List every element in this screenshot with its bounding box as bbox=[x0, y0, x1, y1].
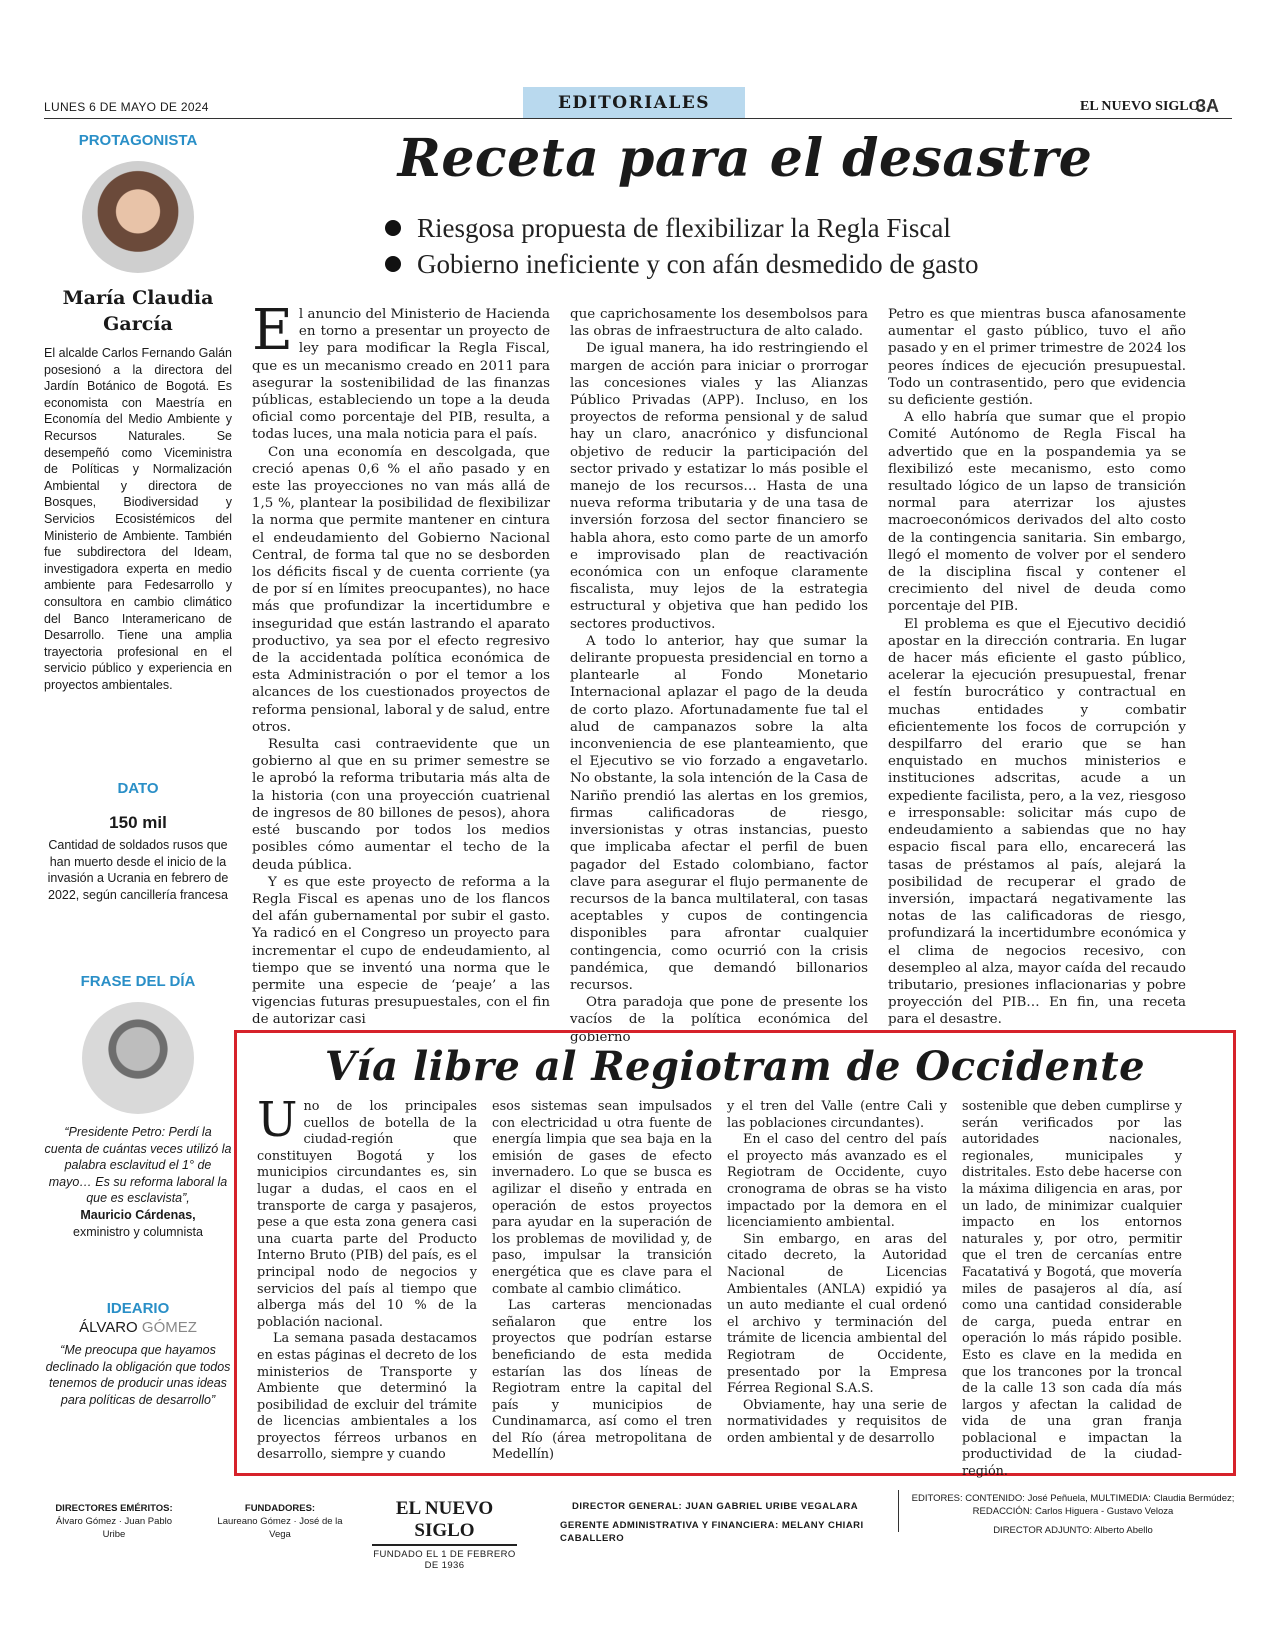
editorial-column-3 bbox=[888, 306, 1186, 1029]
editorial-column-2 bbox=[570, 306, 868, 1046]
issue-date: LUNES 6 DE MAYO DE 2024 bbox=[44, 100, 209, 114]
footer-brand-rule bbox=[372, 1544, 517, 1546]
fundadores-label: FUNDADORES: bbox=[244, 1503, 316, 1514]
frase-author: Mauricio Cárdenas, bbox=[80, 1207, 196, 1222]
ideario-author bbox=[44, 1319, 232, 1336]
protagonista-name bbox=[44, 285, 232, 337]
ideario-last: GÓMEZ bbox=[141, 1319, 197, 1336]
editorial-bullets bbox=[385, 210, 979, 282]
paragraph: Petro es que mientras busca afanosamente aumentar el gasto público, tuvo el año pasado y en el primer trimestre de 2024 los peores índices de ejecución presupuestal. Todo un contrasentido, pero que evidencia su deficiente gestión. bbox=[888, 307, 1186, 409]
bullet-dot-icon bbox=[385, 256, 401, 272]
regiotram-column-3 bbox=[727, 1099, 947, 1447]
editorial-title: Receta para el desastre bbox=[397, 128, 1093, 189]
paragraph: l anuncio del Ministerio de Hacienda en torno a presentar un proyecto de ley para modificar la Regla Fiscal, que es un mecanismo creado en 2011 para asegurar la sostenibilidad de las finanzas públicas, estableciendo un tope a la deuda oficial como porcentaje del PIB, resulta, a todas luces, una mala noticia para el país. bbox=[252, 307, 550, 443]
ideario-quote: “Me preocupa que hayamos declinado la obligación que todos tenemos de producir unas ideas para políticas de desarrollo” bbox=[45, 1343, 231, 1407]
protagonista-label: PROTAGONISTA bbox=[78, 132, 198, 149]
footer-editores bbox=[908, 1492, 1238, 1537]
paragraph: esos sistemas sean impulsados con electricidad u otra fuente de energía limpia que sea baja en la emisión de gases de efecto invernadero. Lo que se busca es agilizar el diseño y entrada en operación de estos proyectos para ayudar en la superación de los problemas de movilidad y, de paso, impulsar la transición energética que es clave para el combate al cambio climático. bbox=[492, 1099, 712, 1297]
footer-adjunto: DIRECTOR ADJUNTO: Alberto Abello bbox=[993, 1525, 1153, 1536]
editorial-dropcap: E bbox=[252, 298, 293, 363]
footer-divider bbox=[898, 1490, 899, 1532]
regiotram-title: Vía libre al Regiotram de Occidente bbox=[324, 1043, 1146, 1090]
ideario-first: ÁLVARO bbox=[79, 1319, 142, 1336]
sidebar-frase bbox=[44, 973, 232, 1240]
paragraph: Otra paradoja que pone de presente los vacíos de la política económica del gobierno bbox=[570, 995, 868, 1045]
dato-text: Cantidad de soldados rusos que han muerto desde el inicio de la invasión a Ucrania en febrero de 2022, según cancillería francesa bbox=[47, 838, 229, 902]
paragraph: Obviamente, hay una serie de normatividades y requisitos de orden ambiental y de desarrollo bbox=[727, 1397, 947, 1446]
regiotram-dropcap: U bbox=[257, 1092, 298, 1148]
paragraph: Y es que este proyecto de reforma a la Regla Fiscal es apenas uno de los flancos del afán gubernamental por subir el gasto. Ya radicó en el Congreso un proyecto para incrementar el cupo de endeudamiento, al tiempo que se inventó una norma que le permite una especie de ‘peaje’ a las vigencias futuras presupuestales, con el fin de autorizar casi bbox=[252, 874, 550, 1028]
bullet-item bbox=[385, 246, 979, 282]
ideario-label: IDEARIO bbox=[106, 1300, 170, 1317]
page-number: 3A bbox=[1196, 96, 1220, 116]
bullet-dot-icon bbox=[385, 220, 401, 236]
bullet-text: Riesgosa propuesta de flexibilizar la Regla Fiscal bbox=[417, 213, 951, 243]
footer-gerente: GERENTE ADMINISTRATIVA Y FINANCIERA: MELANY CHIARI CABALLERO bbox=[560, 1520, 864, 1544]
footer-director: DIRECTOR GENERAL: JUAN GABRIEL URIBE VEGALARA bbox=[572, 1501, 859, 1512]
footer-brand-name: EL NUEVO SIGLO bbox=[395, 1498, 494, 1541]
editores-line1: EDITORES: CONTENIDO: José Peñuela, MULTIMEDIA: Claudia Bermúdez; bbox=[911, 1493, 1235, 1504]
paragraph: que caprichosamente los desembolsos para las obras de infraestructura de alto calado. bbox=[570, 307, 868, 340]
emeritos-label: DIRECTORES EMÉRITOS: bbox=[55, 1503, 173, 1514]
protagonista-text: El alcalde Carlos Fernando Galán posesionó a la directora del Jardín Botánico de Bogotá. Es economista con Maestría en Economía del Medio Ambiente y Recursos Naturales. Se desempeñó como Viceministra de Políticas y Normalización Ambiental y directora de Bosques, Biodiversidad y Servicios Ecosistémicos del Ministerio de Ambiente. También fue subdirectora del Ideam, investigadora experta en medio ambiente para Fedesarrollo y consultora en cambio climático del Banco Interamericano de Desarrollo. Tiene una amplia trayectoria profesional en el servicio público y experiencia en proyectos ambientales. bbox=[44, 346, 232, 692]
protagonista-name-line1: María Claudia bbox=[62, 287, 214, 309]
paragraph: En el caso del centro del país el proyecto más avanzado es el Regiotram de Occidente, cuyo cronograma de obras se ha visto impactado por la demora en el licenciamiento ambiental. bbox=[727, 1132, 947, 1231]
frase-author-role: exministro y columnista bbox=[73, 1224, 203, 1239]
frase-quote: “Presidente Petro: Perdí la cuenta de cuántas veces utilizó la palabra esclavitud el 1° de mayo… Es su reforma laboral la que es esclavista”, bbox=[44, 1125, 232, 1206]
paragraph: El problema es que el Ejecutivo decidió apostar en la dirección contraria. En lugar de hacer más eficiente el gasto público, acelerar la ejecución presupuestal, frenar el festín burocrático y contractual en muchas entidades y combatir eficientemente los focos de corrupción y despilfarro del erario que se han enquistado en muchos ministerios e instituciones adscritas, acude a un expediente facilista, pero, a la vez, riesgoso e irresponsable: solicitar más cupo de endeudamiento a sabiendas que no hay espacio fiscal para ello, encarecerá las tasas de préstamos al país, alejará la posibilidad de recuperar el grado de inversión, impactará negativamente las notas de las calificadoras de riesgo, profundizará la incertidumbre económica y el clima de negocios recesivo, con desempleo al alza, mayor caída del recaudo tributario, presiones inflacionarias y pobre proyección del PIB… En fin, una receta para el desastre. bbox=[888, 616, 1186, 1028]
sidebar-ideario bbox=[44, 1300, 232, 1408]
protagonista-name-line2: García bbox=[103, 313, 173, 335]
paragraph: y el tren del Valle (entre Cali y las poblaciones circundantes). bbox=[727, 1099, 947, 1131]
protagonista-avatar bbox=[82, 161, 194, 273]
section-banner: EDITORIALES bbox=[523, 87, 745, 119]
paragraph: De igual manera, ha ido restringiendo el margen de acción para iniciar o prorrogar las concesiones viales y las Alianzas Público Privadas (APP). Incluso, en los proyectos de reforma pensional y de salud hay un claro, anacrónico y disfuncional objetivo de reducir la participación del sector privado y estatizar lo más posible el manejo de los recursos… Hasta de una nueva reforma tributaria y de una tasa de inversión forzosa del sector financiero se habla ahora, esto como parte de un amorfo e improvisado plan de reactivación económica con un enfoque claramente fiscalista, muy lejos de la estrategia estructural y objetiva que han pedido los sectores productivos. bbox=[570, 341, 868, 632]
paragraph: A todo lo anterior, hay que sumar la delirante propuesta presidencial en torno a plantearle al Fondo Monetario Internacional aplazar el pago de la deuda de corto plazo. Afortunadamente fue tal el alud de campanazos sobre la alta inconveniencia de ese planteamiento, que el Ejecutivo se vio forzado a engavetarlo. No obstante, la sola intención de la Casa de Nariño prendió las alertas en los gremios, firmas calificadoras de riesgo, inversionistas y otras instancias, puesto que implicaba afectar el perfil de buen pagador del Estado colombiano, factor clave para asegurar el flujo permanente de recursos de la banca multilateral, con tasas aceptables y cupos de contingencia disponibles para afrontar cualquier contingencia, como ocurrió con la crisis pandémica, que demandó billonarios recursos. bbox=[570, 633, 869, 993]
paragraph: Con una economía en descolgada, que creció apenas 0,6 % el año pasado y en este las proyecciones no van más allá de 1,5 %, plantear la posibilidad de flexibilizar la norma que permite mantener en cintura el endeudamiento del Gobierno Nacional Central, de forma tal que no se desborden los déficits fiscal y de cuenta corriente (ya de por sí en límites preocupantes), no hace más que profundizar la incertidumbre e inseguridad que están lastrando el aparato productivo, ya sea por el efecto regresivo de la accidentada política económica de esta Administración o por el temor a los alcances de los cuestionados proyectos de reforma pensional, laboral y de salud, entre otros. bbox=[252, 444, 550, 735]
masthead-brand: EL NUEVO SIGLO bbox=[1080, 99, 1200, 114]
regiotram-box bbox=[234, 1030, 1236, 1480]
emeritos-names: Álvaro Gómez · Juan Pablo Uribe bbox=[55, 1516, 173, 1540]
paragraph: Sin embargo, en aras del citado decreto, la Autoridad Nacional de Licencias Ambientales (ANLA) expidió ya un auto mediante el cual ordenó el archivo y terminación del trámite de licencia ambiental del Regiotram de Occidente, presentado por la Empresa Férrea Regional S.A.S. bbox=[727, 1231, 947, 1397]
frase-label: FRASE DEL DÍA bbox=[80, 973, 196, 990]
dato-label: DATO bbox=[117, 780, 159, 797]
bullet-item bbox=[385, 210, 979, 246]
sidebar-dato bbox=[44, 780, 232, 903]
editorial-body bbox=[252, 298, 1234, 1045]
editorial-column-1 bbox=[252, 298, 550, 1029]
sidebar-protagonista bbox=[44, 132, 232, 693]
footer-fundadores bbox=[210, 1502, 350, 1541]
editores-line2: REDACCIÓN: Carlos Higuera - Gustavo Veloza bbox=[972, 1506, 1174, 1517]
footer-brand bbox=[372, 1498, 517, 1571]
paragraph: sostenible que deben cumplirse y serán verificados por las autoridades nacionales, regionales, municipales y distritales. Esto debe hacerse con la máxima diligencia en aras, por un lado, de minimizar cualquier impacto en los entornos naturales y, por otro, permitir que el tren de cercanías entre Facatativá y Bogotá, que movería miles de pasajeros al día, así como una cantidad considerable de carga, pueda entrar en operación lo más rápido posible. Esto es clave en la medida en que los trancones por la troncal de la calle 13 son cada día más largos y afectan la calidad de vida de una gran franja poblacional e impactan la productividad de la ciudad-región. bbox=[962, 1099, 1182, 1480]
footer-directors bbox=[560, 1500, 890, 1545]
bullet-text: Gobierno ineficiente y con afán desmedido de gasto bbox=[417, 249, 979, 279]
regiotram-column-2 bbox=[492, 1099, 712, 1464]
footer-emeritos bbox=[44, 1502, 184, 1541]
paragraph: Las carteras mencionadas señalaron que entre los proyectos que podrían estarse beneficiando de esta medida estarían las dos líneas de Regiotram entre la capital del país y municipios de Cundinamarca, así como el tren del Río (área metropolitana de Medellín) bbox=[492, 1298, 712, 1463]
header-rule bbox=[44, 118, 1232, 119]
regiotram-column-1 bbox=[257, 1092, 477, 1464]
footer-founded: FUNDADO EL 1 DE FEBRERO DE 1936 bbox=[373, 1549, 516, 1571]
dato-number: 150 mil bbox=[109, 813, 167, 832]
fundadores-names: Laureano Gómez · José de la Vega bbox=[217, 1516, 343, 1540]
paragraph: Resulta casi contraevidente que un gobierno al que en su primer semestre se le aprobó la reforma tributaria más alta de la historia (con una proyección cuatrienal de ingresos de 80 billones de pesos), ahora esté buscando por todos los medios posibles cómo aumentar el techo de la deuda pública. bbox=[252, 737, 550, 873]
paragraph: no de los principales cuellos de botella de la ciudad-región que constituyen Bogotá y los municipios circundantes es, sin lugar a dudas, el caos en el transporte de carga y pasajeros, pese a que esta zona genera casi una cuarta parte del Producto Interno Bruto (PIB) del país, es el principal nodo de negocios y servicios del país al tiempo que alberga más del 10 % de la población nacional. bbox=[257, 1099, 477, 1330]
regiotram-column-4 bbox=[962, 1099, 1182, 1481]
paragraph: La semana pasada destacamos en estas páginas el decreto de los ministerios de Transporte y Ambiente que determinó la posibilidad de excluir del trámite de licencias ambientales a los proyectos férreos urbanos en desarrollo, siempre y cuando bbox=[257, 1331, 477, 1463]
paragraph: A ello habría que sumar que el propio Comité Autónomo de Regla Fiscal ha advertido que en la pospandemia ya se flexibilizó este mecanismo, esto como resultado lógico de un lapso de transición normal para aterrizar los ajustes macroeconómicos derivados del alto costo de la contingencia sanitaria. Sin embargo, llegó el momento de volver por el sendero de la disciplina fiscal y contener el crecimiento del nivel de deuda como porcentaje del PIB. bbox=[888, 410, 1186, 615]
frase-avatar bbox=[82, 1002, 194, 1114]
regiotram-body bbox=[257, 1092, 1217, 1480]
